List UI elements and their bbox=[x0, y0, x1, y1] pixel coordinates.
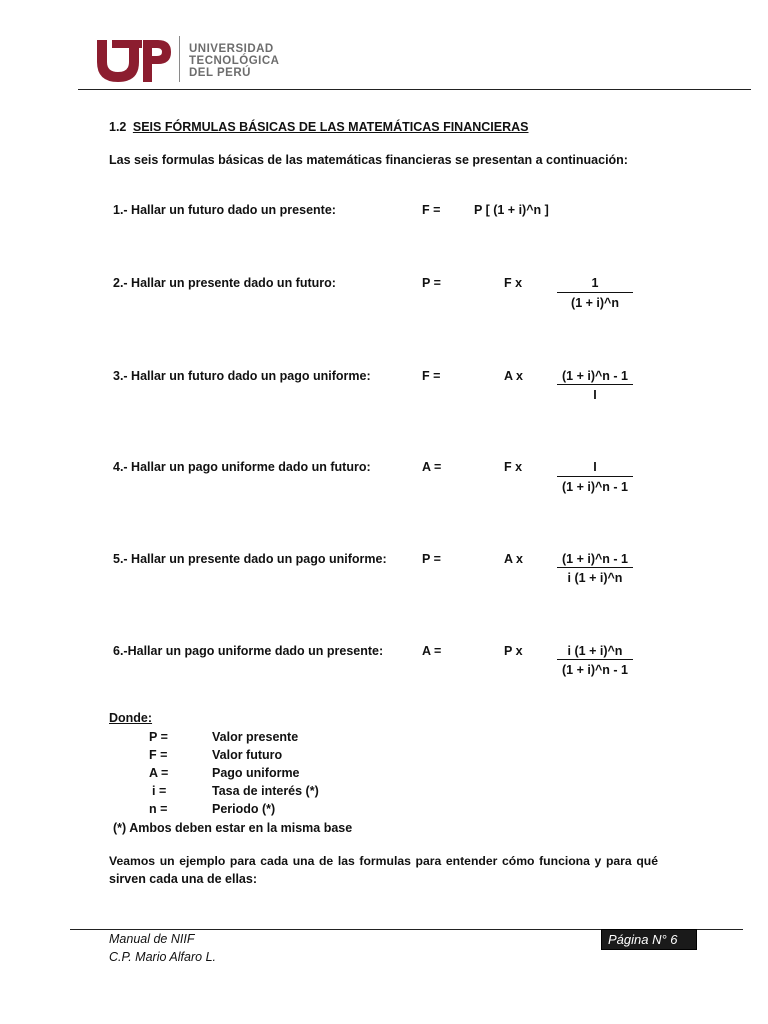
formula-6-lhs: A = bbox=[422, 644, 442, 658]
legend-symbol-f: F = bbox=[149, 748, 168, 762]
formula-5-denominator: i (1 + i)^n bbox=[567, 571, 623, 585]
formula-4-fraction-bar bbox=[557, 476, 633, 477]
formula-1-label: 1.- Hallar un futuro dado un presente: bbox=[113, 203, 336, 217]
formula-6-denominator: (1 + i)^n - 1 bbox=[562, 663, 628, 677]
formula-6-fraction-bar bbox=[557, 659, 633, 660]
logo-line-2: TECNOLÓGICA bbox=[189, 55, 280, 67]
formula-2-fraction-bar bbox=[557, 292, 633, 293]
formula-5-fraction-bar bbox=[557, 567, 633, 568]
formula-4-denominator: (1 + i)^n - 1 bbox=[562, 480, 628, 494]
formula-5-factor: A x bbox=[504, 552, 523, 566]
logo-line-1: UNIVERSIDAD bbox=[189, 43, 274, 55]
formula-5-lhs: P = bbox=[422, 552, 441, 566]
formula-3-lhs: F = bbox=[422, 369, 441, 383]
utp-logo bbox=[94, 36, 294, 86]
legend-desc-i: Tasa de interés (*) bbox=[212, 784, 319, 798]
formula-2-label: 2.- Hallar un presente dado un futuro: bbox=[113, 276, 336, 290]
formula-3-fraction-bar bbox=[557, 384, 633, 385]
formula-5-label: 5.- Hallar un presente dado un pago uniforme: bbox=[113, 552, 387, 566]
logo-line-3: DEL PERÚ bbox=[189, 67, 251, 79]
formula-1-lhs: F = bbox=[422, 203, 441, 217]
footer-manual-title: Manual de NIIF bbox=[109, 932, 195, 946]
closing-line-2: sirven cada una de ellas: bbox=[109, 872, 257, 886]
legend-desc-n: Periodo (*) bbox=[212, 802, 276, 816]
legend-symbol-n: n = bbox=[149, 802, 168, 816]
formula-2-denominator: (1 + i)^n bbox=[571, 296, 619, 310]
formula-4-numerator: I bbox=[593, 460, 597, 474]
formula-2-lhs: P = bbox=[422, 276, 441, 290]
legend-note: (*) Ambos deben estar en la misma base bbox=[113, 821, 353, 835]
formula-5-numerator: (1 + i)^n - 1 bbox=[562, 552, 628, 566]
legend-symbol-i: i = bbox=[152, 784, 167, 798]
formula-3-label: 3.- Hallar un futuro dado un pago uniforme: bbox=[113, 369, 371, 383]
formula-4-factor: F x bbox=[504, 460, 523, 474]
logo-text bbox=[189, 43, 279, 79]
formula-6-factor: P x bbox=[504, 644, 523, 658]
formula-6-label: 6.-Hallar un pago uniforme dado un presente: bbox=[113, 644, 384, 658]
formula-4-label: 4.- Hallar un pago uniforme dado un futuro: bbox=[113, 460, 371, 474]
logo-divider bbox=[179, 36, 180, 82]
section-title: SEIS FÓRMULAS BÁSICAS DE LAS MATEMÁTICAS FINANCIERAS bbox=[132, 120, 529, 134]
formula-1-expression: P [ (1 + i)^n ] bbox=[474, 203, 549, 217]
formula-3-factor: A x bbox=[504, 369, 523, 383]
donde-title: Donde: bbox=[109, 711, 153, 725]
header-rule bbox=[78, 89, 751, 90]
intro-text: Las seis formulas básicas de las matemáticas financieras se presentan a continuación: bbox=[109, 153, 628, 167]
section-heading bbox=[109, 120, 529, 134]
utp-logo-mark-icon bbox=[94, 36, 174, 86]
legend-desc-p: Valor presente bbox=[212, 730, 299, 744]
formula-2-factor: F x bbox=[504, 276, 523, 290]
formula-4-lhs: A = bbox=[422, 460, 442, 474]
legend-desc-a: Pago uniforme bbox=[212, 766, 300, 780]
formula-6-numerator: i (1 + i)^n bbox=[567, 644, 623, 658]
legend-symbol-p: P = bbox=[149, 730, 168, 744]
legend-desc-f: Valor futuro bbox=[212, 748, 283, 762]
formula-2-numerator: 1 bbox=[591, 276, 599, 290]
formula-3-denominator: I bbox=[593, 388, 597, 402]
page-number-badge: Página N° 6 bbox=[601, 929, 697, 950]
legend-symbol-a: A = bbox=[149, 766, 169, 780]
section-number: 1.2 bbox=[109, 120, 127, 134]
closing-line-1: Veamos un ejemplo para cada una de las formulas para entender cómo funciona y para qué bbox=[109, 854, 658, 868]
footer-author: C.P. Mario Alfaro L. bbox=[109, 950, 216, 964]
formula-3-numerator: (1 + i)^n - 1 bbox=[562, 369, 628, 383]
